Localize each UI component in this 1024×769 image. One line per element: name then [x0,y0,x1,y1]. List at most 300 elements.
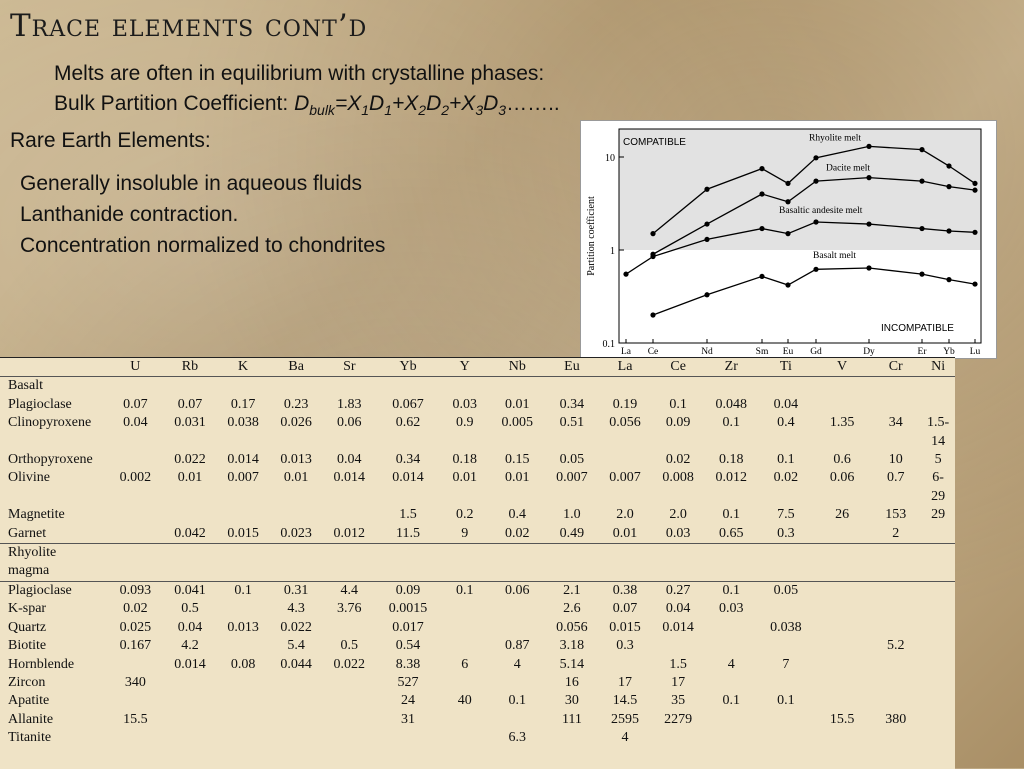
table-row [0,488,955,506]
table-cell: 0.005 [501,415,534,431]
table-cell: 29 [931,507,946,523]
table-row [0,711,955,729]
row-label: magma [8,563,50,579]
table-row [0,377,955,396]
table-cell [376,729,440,747]
table-cell [440,433,489,451]
table-cell [163,711,216,729]
partition-table-panel [0,357,955,769]
table-cell [217,674,270,692]
table-cell: 0.038 [227,415,259,431]
x-tick-label: Er [917,347,927,357]
table-cell [921,562,955,581]
table-cell: 6.3 [508,730,527,746]
table-cell: 1.0 [563,507,581,523]
data-point [759,274,764,279]
table-cell: 0.54 [395,638,421,654]
table-cell: 15.5 [829,711,855,727]
table-cell [705,562,758,581]
table-cell: 6 [461,656,469,672]
table-cell: 0.1 [669,396,687,412]
row-label: Magnetite [8,507,65,523]
table-cell: 0.015 [227,525,259,541]
table-cell [814,656,870,674]
table-cell: 0.1 [722,693,740,709]
table-cell: 1.35 [829,415,855,431]
table-cell [217,600,270,618]
table-cell [598,562,651,581]
table-cell [870,656,921,674]
table-cell [705,674,758,692]
table-cell [163,506,216,524]
table-cell [489,619,545,637]
table-cell [870,729,921,747]
column-header [0,358,107,377]
table-cell: 0.022 [333,656,366,672]
table-cell [323,544,376,563]
table-cell [814,488,870,506]
table-cell: 527 [397,674,419,690]
table-cell: 111 [561,711,582,727]
column-header: Sr [323,358,376,377]
table-cell [652,562,705,581]
table-cell: 0.02 [505,525,530,541]
table-cell: 0.49 [559,525,585,541]
table-cell: 4 [513,656,521,672]
table-cell [270,729,323,747]
data-point [759,166,764,171]
table-cell [758,377,814,396]
data-point [704,292,709,297]
table-cell [163,729,216,747]
table-cell: 0.3 [616,638,634,654]
data-point [650,254,655,259]
table-cell [598,377,651,396]
table-cell: 35 [671,693,686,709]
row-label: Plagioclase [8,396,72,412]
table-cell: 2279 [664,711,693,727]
table-cell [440,729,489,747]
table-cell [652,637,705,655]
table-cell: 0.1 [777,452,795,468]
row-label: Garnet [8,525,47,541]
table-cell: 17 [618,674,633,690]
table-cell [758,433,814,451]
table-cell: 0.03 [665,525,691,541]
table-cell [870,619,921,637]
column-header: Y [440,358,489,377]
table-cell [814,377,870,396]
table-cell: 0.056 [609,415,641,431]
table-cell [545,729,598,747]
table-cell: 0.023 [280,525,312,541]
table-cell [814,637,870,655]
data-point [813,155,818,160]
table-cell [921,711,955,729]
table-cell: 1.5 [669,656,687,672]
table-cell [870,562,921,581]
column-header: K [217,358,270,377]
table-cell [217,562,270,581]
table-cell [758,674,814,692]
table-cell [870,600,921,618]
table-cell: 0.04 [177,619,203,635]
table-cell [870,544,921,563]
x-tick-label: Ce [647,347,659,357]
table-cell [376,562,440,581]
table-cell [270,562,323,581]
row-label: Olivine [8,470,50,486]
table-row [0,562,955,581]
table-cell [652,544,705,563]
table-cell: 0.0015 [388,601,428,617]
row-label [0,433,107,451]
table-cell [440,619,489,637]
table-cell: 0.9 [455,415,474,431]
table-cell: 0.07 [177,396,203,412]
table-cell: 0.093 [107,581,163,600]
table-header-row [0,358,955,377]
table-cell: 0.01 [505,396,530,412]
table-cell: 16 [564,674,579,690]
table-cell [489,562,545,581]
table-cell [545,377,598,396]
data-point [813,179,818,184]
table-cell: 0.34 [559,396,585,412]
data-point [813,267,818,272]
table-cell: 0.4 [777,415,795,431]
data-point [972,188,977,193]
table-cell [814,525,870,544]
column-header: Eu [545,358,598,377]
table-cell: 0.38 [598,581,651,600]
table-cell: 0.6 [833,452,851,468]
table-cell: 8.38 [395,656,421,672]
table-cell: 4 [727,656,735,672]
table-cell [163,692,216,710]
table-cell [376,377,440,396]
table-cell [107,433,163,451]
table-cell [870,396,921,414]
table-cell [758,637,814,655]
table-cell: 0.007 [556,470,588,486]
table-cell: 3.18 [559,638,585,654]
data-point [623,272,628,277]
table-cell [217,377,270,396]
data-point [704,237,709,242]
table-cell: 0.07 [123,396,148,412]
table-cell [107,729,163,747]
table-cell [870,581,921,600]
bulk-partition-formula: Bulk Partition Coefficient: $D_{bulk}=X_1D_1+X_2D_2+X_3D_3\dots\dots$.. [54,92,560,119]
data-point [946,228,951,233]
table-cell [440,544,489,563]
table-cell: 0.34 [395,452,421,468]
table-cell [814,581,870,600]
table-cell [163,377,216,396]
table-cell: 0.23 [283,396,309,412]
data-point [919,272,924,277]
table-cell [489,600,545,618]
table-cell [489,711,545,729]
table-cell [440,637,489,655]
bullet-3: Concentration normalized to chondrites [20,234,386,257]
row-label: Biotite [8,638,47,654]
row-label: K-spar [8,601,47,617]
data-point [919,226,924,231]
data-point [919,179,924,184]
table-cell: 0.51 [559,415,585,431]
table-cell [870,488,921,506]
row-label: Allanite [8,711,54,727]
table-cell: 4 [621,730,629,746]
column-header: V [814,358,870,377]
incompatible-label: INCOMPATIBLE [881,323,954,334]
series-label: Basalt melt [813,251,857,262]
table-cell [814,600,870,618]
table-cell: 0.04 [665,601,691,617]
table-cell [323,433,376,451]
table-cell [814,433,870,451]
table-cell [921,674,955,692]
table-cell [107,656,163,674]
y-tick-label: 10 [605,152,615,164]
table-cell: 0.5 [340,638,359,654]
table-cell [217,692,270,710]
table-cell [323,562,376,581]
table-cell [270,544,323,563]
column-header: Nb [489,358,545,377]
table-cell: 0.025 [119,619,152,635]
data-point [866,221,871,226]
table-cell: 1.5- [927,415,950,431]
table-cell: 0.012 [715,470,747,486]
table-row [0,525,955,544]
table-cell [598,656,651,674]
table-cell: 0.041 [163,581,216,600]
table-cell [921,525,955,544]
table-row [0,692,955,710]
table-cell [921,656,955,674]
table-cell [217,506,270,524]
table-cell: 0.031 [174,415,206,431]
table-cell [376,544,440,563]
table-cell [270,674,323,692]
table-cell: 0.014 [392,470,424,486]
x-tick-label: Lu [969,347,981,357]
table-cell: 0.01 [612,525,638,541]
data-point [919,147,924,152]
table-cell: 0.01 [177,470,203,486]
table-cell: 2.6 [563,601,581,617]
table-cell [440,488,489,506]
table-cell: 0.026 [280,415,312,431]
table-cell [489,674,545,692]
data-point [704,221,709,226]
table-cell [814,619,870,637]
table-row [0,469,955,487]
table-cell: 0.06 [337,415,362,431]
table-cell: 26 [835,507,850,523]
table-cell [489,544,545,563]
table-cell [440,711,489,729]
table-cell: 0.1 [722,507,740,523]
table-cell [921,729,955,747]
table-cell: 17 [671,674,686,690]
data-point [650,312,655,317]
table-cell: 153 [885,507,907,523]
table-cell [217,433,270,451]
table-cell [440,674,489,692]
data-point [785,199,790,204]
table-cell: 0.06 [829,470,855,486]
table-cell: 11.5 [396,525,420,541]
table-cell [705,711,758,729]
table-cell [814,544,870,563]
table-cell [814,562,870,581]
data-point [650,231,655,236]
ree-heading: Rare Earth Elements: [10,129,211,152]
bullet-1: Generally insoluble in aqueous fluids [20,172,363,195]
y-tick-label: 0.1 [602,339,615,350]
table-cell [107,377,163,396]
x-tick-label: Sm [755,347,769,357]
table-cell [545,433,598,451]
table-cell [870,377,921,396]
data-point [972,230,977,235]
table-cell [270,692,323,710]
table-cell: 0.09 [665,415,691,431]
table-cell [107,451,163,469]
column-header: Zr [705,358,758,377]
table-cell [758,562,814,581]
table-cell: 5.14 [559,656,585,672]
table-cell: 0.62 [395,415,421,431]
x-tick-label: La [620,347,632,357]
table-cell: 0.056 [556,619,588,635]
table-cell: 0.04 [337,452,362,468]
table-cell: 0.008 [662,470,694,486]
table-cell [217,488,270,506]
table-cell [652,433,705,451]
table-cell: 14 [931,433,946,449]
table-cell: 2595 [611,711,640,727]
table-cell: 0.3 [777,525,795,541]
table-cell: 0.05 [559,452,585,468]
table-cell: 0.067 [392,396,424,412]
table-cell [107,562,163,581]
table-cell: 34 [888,415,903,431]
table-cell: 0.007 [227,470,259,486]
table-cell: 0.002 [119,470,152,486]
table-cell: 0.2 [455,507,474,523]
table-cell [705,544,758,563]
table-cell [921,692,955,710]
table-cell [814,674,870,692]
table-cell [814,396,870,414]
x-tick-label: Gd [810,347,822,357]
table-cell: 2.0 [616,507,634,523]
table-cell: 14.5 [612,693,638,709]
table-cell: 0.03 [452,396,477,412]
column-header: Ni [921,358,955,377]
table-cell [598,433,651,451]
table-cell: 5.4 [287,638,305,654]
table-cell: 4.2 [181,638,199,654]
table-row [0,506,955,524]
table-cell [107,692,163,710]
table-cell: 0.014 [662,619,694,635]
table-cell [270,506,323,524]
table-cell [217,544,270,563]
data-point [785,181,790,186]
table-cell [217,711,270,729]
data-point [866,175,871,180]
table-cell: 31 [401,711,416,727]
table-cell [440,562,489,581]
series-label: Dacite melt [826,163,871,174]
table-cell [705,729,758,747]
table-cell: 0.022 [174,452,206,468]
table-cell: 0.01 [452,470,477,486]
table-cell: 0.022 [280,619,312,635]
table-cell: 0.04 [773,396,799,412]
table-cell: 0.18 [719,452,744,468]
table-cell [440,377,489,396]
row-label: Orthopyroxene [8,452,93,468]
table-cell [545,544,598,563]
table-cell: 0.02 [773,470,799,486]
slide-title: Trace elements cont’d [10,8,368,44]
table-cell [758,600,814,618]
table-row [0,619,955,637]
table-cell: 0.7 [886,470,905,486]
series-label: Basaltic andesite melt [779,206,863,217]
data-point [972,181,977,186]
table-cell: 2.0 [669,507,687,523]
table-cell [376,433,440,451]
table-cell: 0.02 [665,452,691,468]
table-cell: 0.017 [392,619,424,635]
table-cell [163,433,216,451]
table-cell: 0.014 [227,452,259,468]
table-cell: 6- [932,470,944,486]
table-cell: 29 [931,488,946,504]
table-cell [652,729,705,747]
table-cell: 0.31 [270,581,323,600]
table-row [0,729,955,747]
table-cell [323,488,376,506]
table-cell [376,488,440,506]
data-point [785,282,790,287]
table-cell: 0.19 [612,396,638,412]
table-cell [545,562,598,581]
table-cell: 0.015 [609,619,641,635]
table-cell [705,377,758,396]
table-cell [870,674,921,692]
row-label: Plagioclase [0,581,107,600]
table-cell [921,600,955,618]
column-header: Ce [652,358,705,377]
data-point [759,226,764,231]
table-cell: 10 [888,452,903,468]
table-cell [814,729,870,747]
table-cell: 0.4 [508,507,527,523]
table-cell: 0.042 [174,525,206,541]
row-label: Hornblende [8,656,75,672]
column-header: La [598,358,651,377]
table-cell: 340 [124,674,146,690]
